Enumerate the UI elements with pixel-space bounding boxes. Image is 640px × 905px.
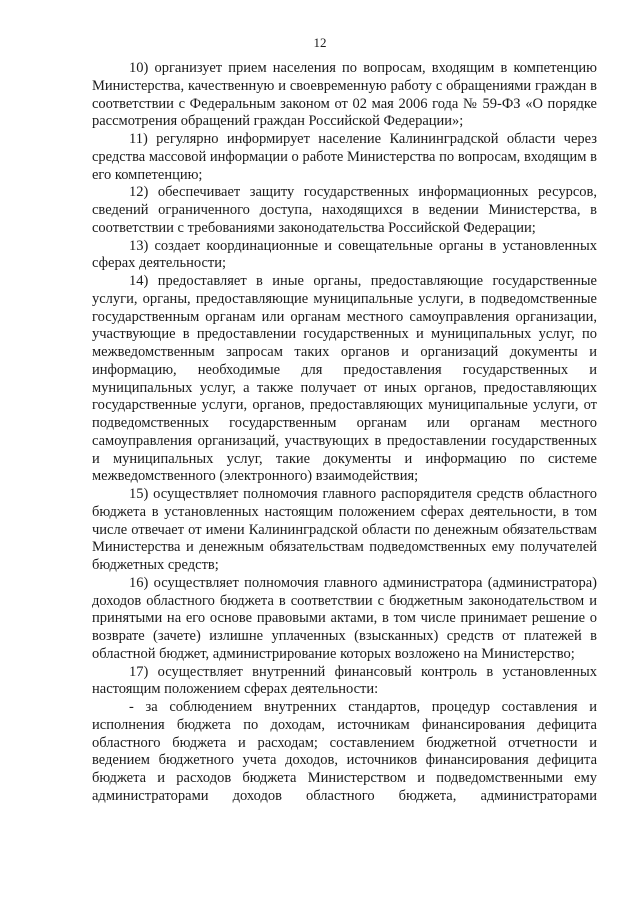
paragraph-item-11: 11) регулярно информирует население Калининградской области через средства массовой информации о работе Министерства по вопросам, входящим в его компетенцию;: [92, 131, 597, 183]
paragraph-item-12: 12) обеспечивает защиту государственных информационных ресурсов, сведений ограниченного доступа, находящихся в ведении Министерства, в соответствии с требованиями законодательства Российской Федерации;: [92, 184, 597, 236]
page-number: 12: [313, 35, 327, 50]
paragraph-subitem-internal-control: - за соблюдением внутренних стандартов, процедур составления и исполнения бюджета по доходам, источникам финансирования дефицита областного бюджета и расходам; составлением бюджетной отчетности и ведением бюджетного учета доходов, источников финансирования дефицита бюджета и расходов бюджета Министерством и подведомственными ему администраторами доходов областного бюджета, администраторами: [92, 699, 597, 804]
paragraph-item-13: 13) создает координационные и совещательные органы в установленных сферах деятельности;: [92, 237, 597, 272]
paragraph-item-10: 10) организует прием населения по вопросам, входящим в компетенцию Министерства, качественную и своевременную работу с обращениями граждан в соответствии с Федеральным законом от 02 мая 2006 года № 59-ФЗ «О порядке рассмотрения обращений граждан Российской Федерации»;: [92, 60, 597, 130]
paragraph-item-17: 17) осуществляет внутренний финансовый контроль в установленных настоящим положением сферах деятельности:: [92, 663, 597, 698]
document-body: [92, 60, 597, 806]
paragraph-item-15: 15) осуществляет полномочия главного распорядителя средств областного бюджета в установленных настоящим положением сферах деятельности, в том числе отвечает от имени Калининградской области по денежным обязательствам Министерства и денежным обязательствам подведомственных ему получателей бюджетных средств;: [92, 486, 597, 573]
paragraph-item-14: 14) предоставляет в иные органы, предоставляющие государственные услуги, органы, предоставляющие муниципальные услуги, в подведомственные государственным органам или органам местного самоуправления организации, участвующие в предоставлении государственных и муниципальных услуг, по межведомственным запросам таких органов и организаций документы и информацию, необходимые для предоставления государственных и муниципальных услуг, а также получает от иных органов, предоставляющих государственные услуги, органов, предоставляющих муниципальные услуги, от подведомственных государственным органам или органам местного самоуправления организаций, участвующих в предоставлении государственных и муниципальных услуг, такие документы и информацию по системе межведомственного (электронного) взаимодействия;: [92, 273, 597, 485]
paragraph-item-16: 16) осуществляет полномочия главного администратора (администратора) доходов областного бюджета в соответствии с бюджетным законодательством и принятыми на его основе правовыми актами, в том числе принимает решение о возврате (зачете) излишне уплаченных (взысканных) средств от платежей в областной бюджет, администрирование которых возложено на Министерство;: [92, 574, 597, 662]
